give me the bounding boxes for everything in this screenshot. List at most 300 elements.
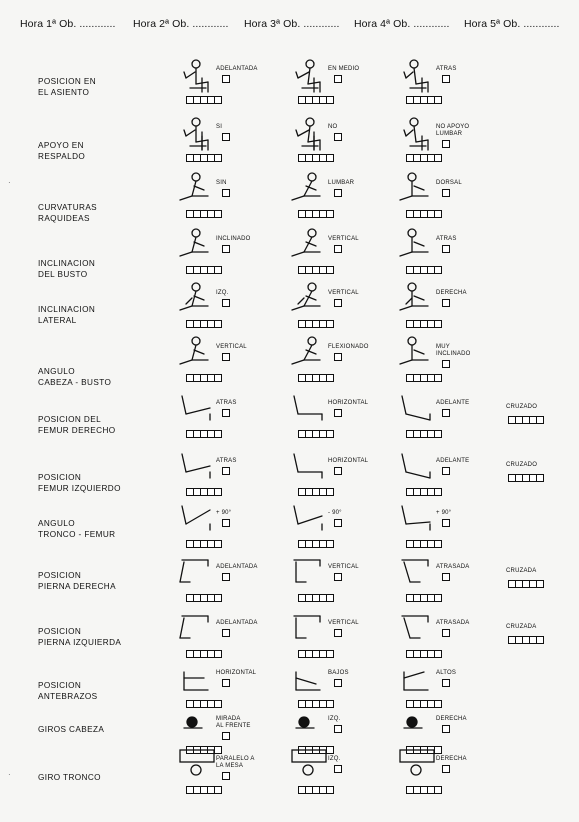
observation-boxes[interactable]	[406, 488, 441, 496]
option-checkbox[interactable]	[334, 765, 342, 773]
observation-boxes[interactable]	[406, 154, 441, 162]
row-label-line: ANGULO	[38, 367, 75, 376]
observation-boxes[interactable]	[298, 594, 333, 602]
option-label	[328, 400, 368, 407]
posture-figure-icon	[398, 556, 438, 592]
observation-box[interactable]	[536, 580, 544, 588]
option-label	[328, 344, 369, 351]
option-label-line: DERECHA	[436, 290, 467, 296]
option-label-line: INCLINADO	[436, 351, 471, 357]
option-label-line: ATRAS	[216, 458, 237, 464]
option-label-line: ADELANTADA	[216, 620, 258, 626]
observation-boxes[interactable]	[186, 594, 221, 602]
option-checkbox[interactable]	[222, 75, 230, 83]
option-checkbox[interactable]	[222, 732, 230, 740]
observation-boxes[interactable]	[298, 266, 333, 274]
observation-box[interactable]	[214, 594, 222, 602]
option-checkbox[interactable]	[334, 299, 342, 307]
posture-option	[290, 612, 390, 668]
posture-figure-icon	[398, 662, 438, 698]
posture-figure-icon	[178, 708, 218, 744]
row-label-line: RESPALDO	[38, 152, 86, 161]
option-checkbox[interactable]	[442, 573, 450, 581]
posture-option	[290, 228, 390, 284]
option-label-line: SIN	[216, 180, 227, 186]
option-label-line: AL FRENTE	[216, 723, 251, 729]
row-label-line: GIRO TRONCO	[38, 773, 101, 782]
observation-box[interactable]	[536, 474, 544, 482]
observation-boxes[interactable]	[298, 488, 333, 496]
option-label	[328, 236, 359, 243]
row-label	[38, 202, 97, 224]
row-label-line: DEL BUSTO	[38, 270, 88, 279]
option-label	[216, 290, 228, 297]
observation-boxes[interactable]	[298, 320, 333, 328]
observation-boxes[interactable]	[186, 540, 221, 548]
option-label	[436, 458, 469, 465]
posture-option	[290, 172, 390, 228]
option-label-line: ADELANTE	[436, 400, 470, 406]
observation-boxes[interactable]	[186, 374, 221, 382]
observation-box[interactable]	[434, 540, 442, 548]
option-label	[216, 458, 237, 465]
posture-figure-icon	[178, 336, 218, 372]
observation-box[interactable]	[536, 416, 544, 424]
observation-boxes[interactable]	[298, 96, 333, 104]
posture-figure-icon	[178, 556, 218, 592]
option-label-line: HORIZONTAL	[328, 458, 369, 464]
observation-box[interactable]	[326, 488, 334, 496]
posture-figure-icon	[178, 392, 218, 428]
option-label-line: ATRAS	[436, 236, 457, 242]
option-checkbox[interactable]	[222, 299, 230, 307]
posture-option	[506, 392, 579, 448]
posture-figure-icon	[290, 748, 330, 784]
posture-option	[290, 748, 390, 804]
posture-figure-icon	[290, 58, 330, 94]
observation-boxes[interactable]	[406, 540, 441, 548]
observation-boxes[interactable]	[298, 154, 333, 162]
option-checkbox[interactable]	[334, 725, 342, 733]
option-checkbox[interactable]	[222, 353, 230, 361]
observation-box[interactable]	[214, 210, 222, 218]
observation-box[interactable]	[214, 154, 222, 162]
option-label	[328, 180, 354, 187]
row-label-line: EL ASIENTO	[38, 88, 90, 97]
option-checkbox[interactable]	[334, 189, 342, 197]
posture-option	[398, 450, 498, 506]
row-label	[38, 626, 121, 648]
option-label-line: IZQ.	[328, 716, 341, 722]
observation-box[interactable]	[536, 636, 544, 644]
posture-figure-icon	[398, 116, 438, 152]
posture-option	[398, 748, 498, 804]
option-label	[436, 66, 457, 73]
option-checkbox[interactable]	[334, 519, 342, 527]
posture-figure-icon	[290, 502, 330, 538]
observation-boxes[interactable]	[406, 700, 441, 708]
observation-box[interactable]	[326, 210, 334, 218]
observation-boxes[interactable]	[298, 540, 333, 548]
observation-boxes[interactable]	[186, 650, 221, 658]
posture-figure-icon	[398, 58, 438, 94]
row-label	[38, 414, 116, 436]
observation-box[interactable]	[434, 320, 442, 328]
row-label-line: POSICION	[38, 681, 82, 690]
observation-box[interactable]	[326, 374, 334, 382]
option-label	[216, 564, 258, 571]
posture-option	[178, 556, 278, 612]
option-checkbox[interactable]	[442, 629, 450, 637]
option-label	[328, 756, 340, 763]
option-label-line: LUMBAR	[436, 131, 463, 137]
row-label-line: FEMUR DERECHO	[38, 426, 116, 435]
option-checkbox[interactable]	[222, 189, 230, 197]
observation-hour-1: Hora 1ª Ob. ............	[20, 18, 116, 30]
observation-boxes[interactable]	[298, 700, 333, 708]
option-checkbox[interactable]	[334, 467, 342, 475]
option-checkbox[interactable]	[222, 772, 230, 780]
observation-boxes[interactable]	[186, 320, 221, 328]
posture-figure-icon	[178, 116, 218, 152]
option-label	[436, 620, 470, 627]
option-checkbox[interactable]	[334, 245, 342, 253]
observation-box[interactable]	[326, 650, 334, 658]
observation-box[interactable]	[434, 430, 442, 438]
option-label-line: + 90°	[216, 510, 232, 516]
row-label-line: PIERNA IZQUIERDA	[38, 638, 122, 647]
option-checkbox[interactable]	[442, 409, 450, 417]
option-checkbox[interactable]	[442, 519, 450, 527]
observation-box[interactable]	[326, 594, 334, 602]
row-label	[38, 76, 96, 98]
posture-option	[178, 748, 278, 804]
option-label	[216, 400, 237, 407]
observation-boxes[interactable]	[298, 374, 333, 382]
option-label-line: IZQ.	[216, 290, 229, 296]
option-checkbox[interactable]	[222, 133, 230, 141]
option-label-line: SI	[216, 124, 223, 130]
observation-boxes[interactable]	[406, 266, 441, 274]
observation-box[interactable]	[326, 96, 334, 104]
posture-option	[178, 392, 278, 448]
observation-box[interactable]	[434, 650, 442, 658]
option-label-line: IZQ.	[328, 756, 341, 762]
option-label-line: CRUZADO	[506, 404, 538, 410]
option-checkbox[interactable]	[222, 679, 230, 687]
observation-boxes[interactable]	[406, 650, 441, 658]
posture-figure-icon	[398, 450, 438, 486]
option-checkbox[interactable]	[222, 467, 230, 475]
posture-option	[178, 282, 278, 338]
observation-boxes[interactable]	[186, 154, 221, 162]
observation-box[interactable]	[326, 320, 334, 328]
option-label	[328, 564, 359, 571]
option-checkbox[interactable]	[334, 75, 342, 83]
posture-option	[398, 556, 498, 612]
row-label-line: LATERAL	[38, 316, 77, 325]
option-label-line: BAJOS	[328, 670, 349, 676]
observation-boxes[interactable]	[508, 416, 543, 424]
posture-option	[398, 336, 498, 392]
observation-box[interactable]	[434, 374, 442, 382]
observation-boxes[interactable]	[186, 488, 221, 496]
option-checkbox[interactable]	[334, 573, 342, 581]
option-label	[436, 180, 462, 187]
observation-box[interactable]	[434, 786, 442, 794]
option-label	[436, 564, 470, 571]
option-label	[216, 620, 258, 627]
row-label	[38, 366, 111, 388]
posture-option	[178, 58, 278, 114]
observation-boxes[interactable]	[406, 594, 441, 602]
posture-figure-icon	[398, 612, 438, 648]
option-checkbox[interactable]	[442, 725, 450, 733]
observation-boxes[interactable]	[186, 786, 221, 794]
option-label-line: NO APOYO	[436, 124, 470, 130]
option-label	[506, 568, 536, 575]
observation-boxes[interactable]	[298, 786, 333, 794]
option-label-line: MUY	[436, 344, 450, 350]
row-label-line: POSICION	[38, 627, 82, 636]
option-label-line: LA MESA	[216, 763, 244, 769]
option-label-line: VERTICAL	[216, 344, 247, 350]
option-label	[436, 400, 469, 407]
option-label-line: CRUZADA	[506, 624, 537, 630]
observation-box[interactable]	[214, 650, 222, 658]
posture-figure-icon	[290, 708, 330, 744]
posture-option	[178, 450, 278, 506]
option-checkbox[interactable]	[334, 629, 342, 637]
observation-box[interactable]	[214, 374, 222, 382]
option-checkbox[interactable]	[334, 679, 342, 687]
option-label-line: ATRASADA	[436, 620, 470, 626]
row-label-line: TRONCO - FEMUR	[38, 530, 116, 539]
posture-option	[398, 172, 498, 228]
option-label-line: ADELANTE	[436, 458, 470, 464]
row-label	[38, 680, 98, 702]
option-label-line: ATRAS	[436, 66, 457, 72]
observation-box[interactable]	[326, 700, 334, 708]
option-label	[328, 458, 368, 465]
option-checkbox[interactable]	[334, 133, 342, 141]
option-label	[506, 624, 536, 631]
posture-option	[290, 116, 390, 172]
option-checkbox[interactable]	[334, 353, 342, 361]
posture-option	[398, 612, 498, 668]
observation-box[interactable]	[214, 700, 222, 708]
option-checkbox[interactable]	[442, 140, 450, 148]
observation-box[interactable]	[434, 700, 442, 708]
option-checkbox[interactable]	[442, 360, 450, 368]
row-label	[38, 518, 115, 540]
option-label-line: CRUZADO	[506, 462, 538, 468]
option-label	[436, 510, 451, 517]
posture-figure-icon	[398, 228, 438, 264]
observation-boxes[interactable]	[406, 374, 441, 382]
posture-figure-icon	[398, 282, 438, 318]
option-checkbox[interactable]	[442, 299, 450, 307]
posture-option	[178, 172, 278, 228]
observation-box[interactable]	[434, 96, 442, 104]
posture-option	[178, 116, 278, 172]
observation-box[interactable]	[214, 488, 222, 496]
posture-figure-icon	[178, 612, 218, 648]
option-label-line: - 90°	[328, 510, 342, 516]
option-label-line: CRUZADA	[506, 568, 537, 574]
posture-figure-icon	[290, 392, 330, 428]
option-checkbox[interactable]	[442, 245, 450, 253]
posture-figure-icon	[178, 502, 218, 538]
observation-boxes[interactable]	[298, 210, 333, 218]
posture-option	[178, 612, 278, 668]
option-label	[328, 290, 359, 297]
row-label	[38, 258, 95, 280]
row-label	[38, 304, 95, 326]
observation-box[interactable]	[326, 266, 334, 274]
option-label	[436, 236, 457, 243]
option-label	[328, 620, 359, 627]
posture-option	[290, 556, 390, 612]
posture-figure-icon	[178, 748, 218, 784]
option-label-line: NO	[328, 124, 338, 130]
posture-option	[290, 450, 390, 506]
option-checkbox[interactable]	[222, 629, 230, 637]
option-label-line: ADELANTADA	[216, 66, 258, 72]
option-label	[328, 66, 359, 73]
option-label	[216, 344, 247, 351]
option-checkbox[interactable]	[222, 519, 230, 527]
posture-figure-icon	[398, 748, 438, 784]
posture-figure-icon	[178, 228, 218, 264]
option-checkbox[interactable]	[442, 467, 450, 475]
observation-boxes[interactable]	[298, 650, 333, 658]
option-checkbox[interactable]	[442, 679, 450, 687]
option-checkbox[interactable]	[442, 189, 450, 197]
posture-option	[398, 282, 498, 338]
observation-boxes[interactable]	[406, 210, 441, 218]
observation-box[interactable]	[434, 488, 442, 496]
option-label	[216, 756, 255, 770]
posture-figure-icon	[398, 336, 438, 372]
observation-boxes[interactable]	[508, 474, 543, 482]
observation-boxes[interactable]	[406, 96, 441, 104]
observation-box[interactable]	[326, 786, 334, 794]
observation-box[interactable]	[326, 540, 334, 548]
observation-boxes[interactable]	[406, 430, 441, 438]
posture-figure-icon	[178, 450, 218, 486]
option-checkbox[interactable]	[222, 245, 230, 253]
row-label-line: POSICION DEL	[38, 415, 102, 424]
option-label-line: LUMBAR	[328, 180, 355, 186]
observation-boxes[interactable]	[186, 210, 221, 218]
option-label	[216, 670, 256, 677]
observation-boxes[interactable]	[508, 636, 543, 644]
option-label-line: VERTICAL	[328, 236, 359, 242]
row-label-line: FEMUR IZQUIERDO	[38, 484, 121, 493]
posture-option	[290, 336, 390, 392]
option-checkbox[interactable]	[442, 765, 450, 773]
option-label	[436, 716, 467, 723]
posture-figure-icon	[290, 336, 330, 372]
observation-box[interactable]	[214, 96, 222, 104]
observation-box[interactable]	[434, 594, 442, 602]
posture-option	[290, 58, 390, 114]
observation-box[interactable]	[214, 540, 222, 548]
posture-option	[398, 116, 498, 172]
observation-box[interactable]	[434, 266, 442, 274]
posture-option	[506, 556, 579, 612]
option-label	[436, 756, 467, 763]
posture-option	[398, 228, 498, 284]
observation-boxes[interactable]	[186, 430, 221, 438]
option-checkbox[interactable]	[222, 409, 230, 417]
option-label	[216, 124, 222, 131]
posture-option	[398, 392, 498, 448]
posture-option	[178, 502, 278, 558]
option-checkbox[interactable]	[334, 409, 342, 417]
observation-boxes[interactable]	[186, 96, 221, 104]
option-label-line: VERTICAL	[328, 564, 359, 570]
posture-option	[178, 336, 278, 392]
observation-box[interactable]	[434, 210, 442, 218]
row-label-line: ANTEBRAZOS	[38, 692, 98, 701]
row-label	[38, 724, 104, 735]
option-label-line: PARALELO A	[216, 756, 255, 762]
observation-box[interactable]	[214, 786, 222, 794]
option-label-line: DERECHA	[436, 756, 467, 762]
posture-figure-icon	[178, 58, 218, 94]
option-label	[216, 510, 231, 517]
row-label	[38, 140, 85, 162]
option-label-line: MIRADA	[216, 716, 241, 722]
observation-boxes[interactable]	[186, 700, 221, 708]
observation-box[interactable]	[214, 320, 222, 328]
row-label-line: CABEZA - BUSTO	[38, 378, 112, 387]
observation-box[interactable]	[214, 266, 222, 274]
option-label-line: EN MEDIO	[328, 66, 360, 72]
option-label-line: VERTICAL	[328, 620, 359, 626]
observation-hour-5: Hora 5ª Ob. ............	[464, 18, 560, 30]
observation-boxes[interactable]	[298, 430, 333, 438]
posture-figure-icon	[290, 172, 330, 208]
observation-boxes[interactable]	[406, 786, 441, 794]
observation-boxes[interactable]	[406, 320, 441, 328]
option-checkbox[interactable]	[442, 75, 450, 83]
margin-dot: ·	[8, 770, 11, 779]
observation-boxes[interactable]	[186, 266, 221, 274]
row-label-line: POSICION	[38, 473, 82, 482]
option-label-line: HORIZONTAL	[216, 670, 257, 676]
observation-box[interactable]	[326, 430, 334, 438]
observation-header	[0, 18, 579, 34]
observation-box[interactable]	[434, 154, 442, 162]
row-label-line: GIROS CABEZA	[38, 725, 105, 734]
row-label-line: POSICION EN	[38, 77, 97, 86]
observation-box[interactable]	[214, 430, 222, 438]
option-checkbox[interactable]	[222, 573, 230, 581]
row-label	[38, 570, 116, 592]
observation-box[interactable]	[326, 154, 334, 162]
observation-boxes[interactable]	[508, 580, 543, 588]
observation-hour-2: Hora 2ª Ob. ............	[133, 18, 229, 30]
option-label-line: HORIZONTAL	[328, 400, 369, 406]
row-label	[38, 472, 121, 494]
option-label	[328, 716, 340, 723]
option-label-line: INCLINADO	[216, 236, 251, 242]
option-label-line: VERTICAL	[328, 290, 359, 296]
posture-option	[290, 392, 390, 448]
